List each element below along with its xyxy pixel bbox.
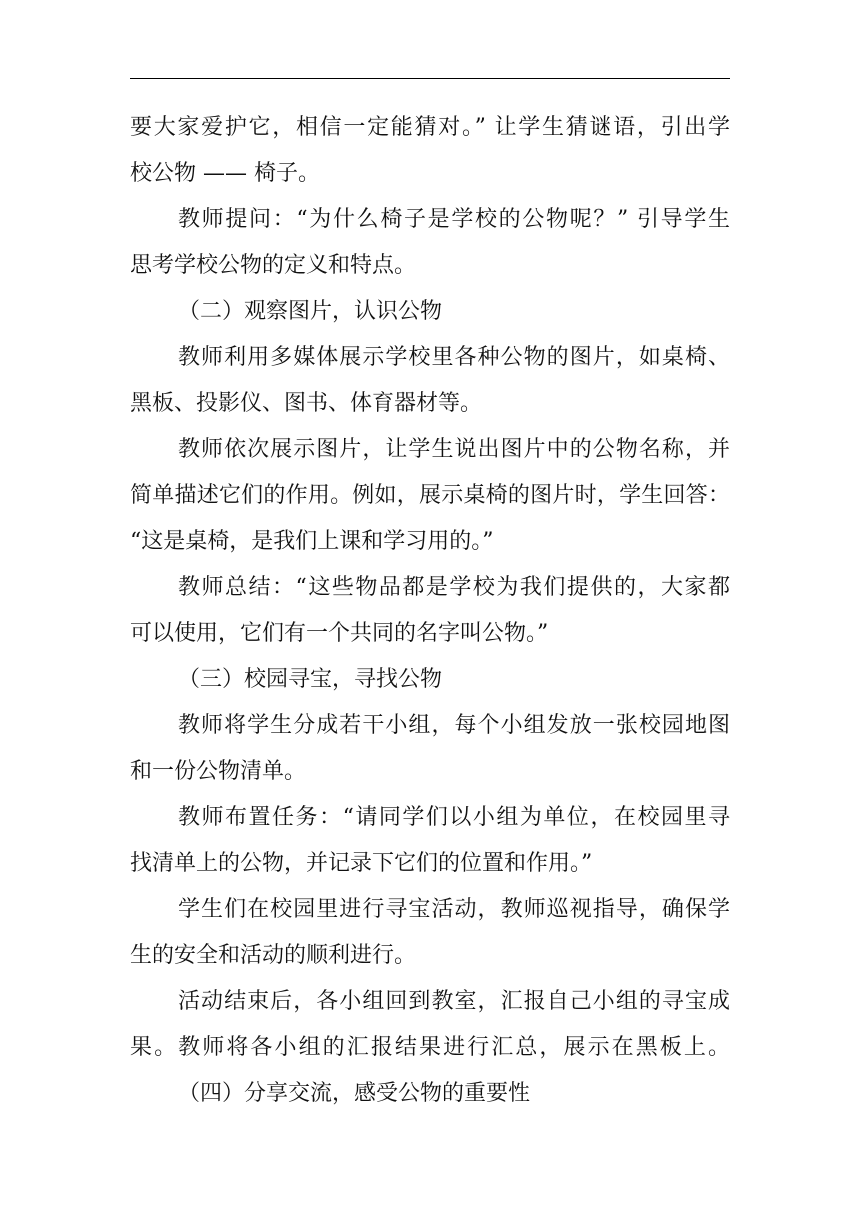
section-heading: （三）校园寻宝，寻找公物: [178, 667, 443, 692]
text-line: 教师利用多媒体展示学校里各种公物的图片，如桌椅、: [178, 345, 730, 370]
text-line: 教师布置任务：“请同学们以小组为单位，在校园里寻: [178, 805, 730, 830]
text-line: 思考学校公物的定义和特点。: [130, 253, 417, 278]
text-line: 生的安全和活动的顺利进行。: [130, 943, 417, 968]
text-line: 找清单上的公物，并记录下它们的位置和作用。”: [130, 851, 593, 876]
text-line: 活动结束后，各小组回到教室，汇报自己小组的寻宝成: [178, 989, 730, 1014]
text-line: “这是桌椅，是我们上课和学习用的。”: [130, 529, 494, 554]
section-heading: （四）分享交流，感受公物的重要性: [178, 1081, 531, 1106]
text-line: 和一份公物清单。: [130, 759, 307, 784]
text-line: 教师提问：“为什么椅子是学校的公物呢？” 引导学生: [178, 207, 730, 232]
text-line: 要大家爱护它，相信一定能猜对。” 让学生猜谜语，引出学: [130, 115, 730, 140]
text-line: 可以使用，它们有一个共同的名字叫公物。”: [130, 621, 549, 646]
text-line: 学生们在校园里进行寻宝活动，教师巡视指导，确保学: [178, 897, 730, 922]
text-line: 校公物 —— 椅子。: [130, 161, 320, 186]
text-line: 黑板、投影仪、图书、体育器材等。: [130, 391, 483, 416]
section-heading: （二）观察图片，认识公物: [178, 299, 443, 324]
header-rule: [130, 78, 730, 79]
text-line: 教师依次展示图片，让学生说出图片中的公物名称，并: [178, 437, 730, 462]
text-line: 果。教师将各小组的汇报结果进行汇总，展示在黑板上。: [130, 1035, 730, 1060]
text-line: 教师将学生分成若干小组，每个小组发放一张校园地图: [178, 713, 730, 738]
text-line: 简单描述它们的作用。例如，展示桌椅的图片时，学生回答：: [130, 483, 730, 508]
text-line: 教师总结：“这些物品都是学校为我们提供的，大家都: [178, 575, 730, 600]
